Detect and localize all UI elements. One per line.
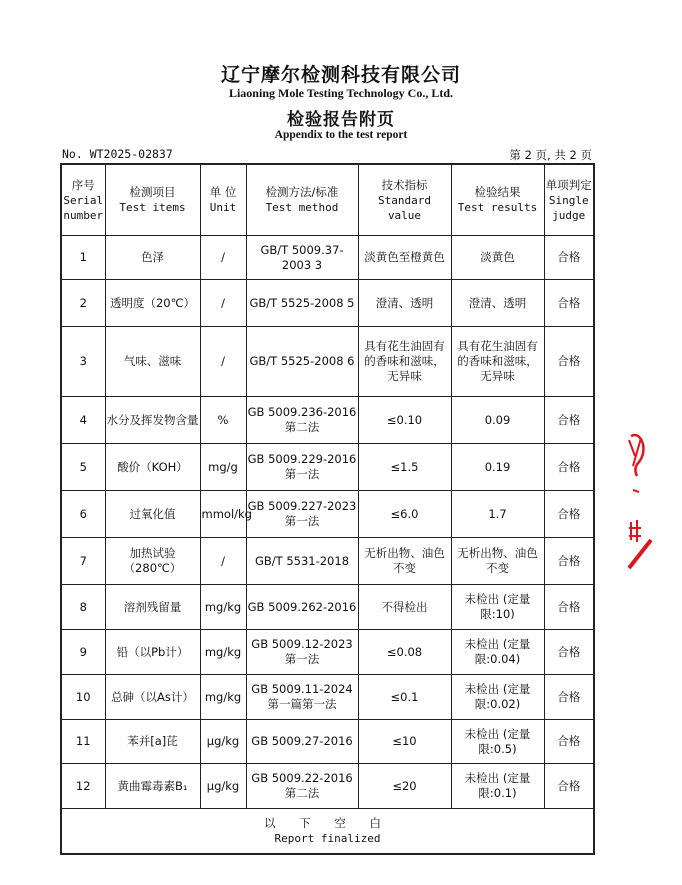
item-cell: 色泽 <box>105 236 200 280</box>
unit-cell: mmol/kg <box>200 491 246 538</box>
finalized-en: Report finalized <box>274 832 381 845</box>
result-cell: 淡黄色 <box>451 236 544 280</box>
serial-cell: 3 <box>61 327 105 397</box>
standard-cell: 淡黄色至橙黄色 <box>358 236 451 280</box>
serial-cell: 7 <box>61 538 105 585</box>
unit-cell: % <box>200 397 246 444</box>
report-finalized <box>61 809 594 855</box>
judge-cell: 合格 <box>544 491 594 538</box>
table-row <box>61 720 594 764</box>
method-cell: GB 5009.236-2016 第二法 <box>246 397 358 444</box>
result-cell: 无析出物、油色不变 <box>451 538 544 585</box>
red-seal-stamp <box>625 432 655 572</box>
judge-cell: 合格 <box>544 236 594 280</box>
finalized-cn: 以 下 空 白 <box>264 816 391 830</box>
item-cell: 黄曲霉毒素B₁ <box>105 764 200 809</box>
serial-cell: 10 <box>61 675 105 720</box>
judge-cell: 合格 <box>544 397 594 444</box>
serial-cell: 9 <box>61 630 105 675</box>
table-row <box>61 538 594 585</box>
method-cell: GB 5009.262-2016 <box>246 585 358 630</box>
table-row <box>61 491 594 538</box>
judge-cell: 合格 <box>544 764 594 809</box>
unit-cell: μg/kg <box>200 720 246 764</box>
item-cell: 水分及挥发物含量 <box>105 397 200 444</box>
table-row <box>61 236 594 280</box>
item-cell: 加热试验（280℃） <box>105 538 200 585</box>
header-method: 检测方法/标准 Test method <box>246 164 358 236</box>
item-cell: 透明度（20℃） <box>105 280 200 327</box>
judge-cell: 合格 <box>544 630 594 675</box>
standard-cell: ≤0.10 <box>358 397 451 444</box>
result-cell: 1.7 <box>451 491 544 538</box>
item-cell: 溶剂残留量 <box>105 585 200 630</box>
serial-cell: 4 <box>61 397 105 444</box>
company-name-en: Liaoning Mole Testing Technology Co., Ltd. <box>228 86 454 100</box>
standard-cell: 不得检出 <box>358 585 451 630</box>
result-cell: 未检出 (定量限:10) <box>451 585 544 630</box>
table-row <box>61 675 594 720</box>
unit-cell: μg/kg <box>200 764 246 809</box>
item-cell: 铅（以Pb计） <box>105 630 200 675</box>
standard-cell: ≤10 <box>358 720 451 764</box>
unit-cell: mg/kg <box>200 585 246 630</box>
method-cell: GB 5009.227-2023 第一法 <box>246 491 358 538</box>
header-item: 检测项目 Test items <box>105 164 200 236</box>
serial-cell: 5 <box>61 444 105 491</box>
result-cell: 未检出 (定量限:0.5) <box>451 720 544 764</box>
standard-cell: ≤6.0 <box>358 491 451 538</box>
table-row <box>61 764 594 809</box>
unit-cell: / <box>200 236 246 280</box>
judge-cell: 合格 <box>544 444 594 491</box>
standard-cell: 具有花生油固有的香味和滋味，无异味 <box>358 327 451 397</box>
serial-cell: 2 <box>61 280 105 327</box>
report-title-en: Appendix to the test report <box>274 129 408 141</box>
method-cell: GB 5009.12-2023 第一法 <box>246 630 358 675</box>
unit-cell: / <box>200 280 246 327</box>
method-cell: GB 5009.229-2016 第一法 <box>246 444 358 491</box>
method-cell: GB 5009.22-2016 第二法 <box>246 764 358 809</box>
item-cell: 酸价（KOH） <box>105 444 200 491</box>
serial-cell: 1 <box>61 236 105 280</box>
table-row <box>61 630 594 675</box>
table-row <box>61 280 594 327</box>
header-unit: 单 位 Unit <box>200 164 246 236</box>
unit-cell: mg/g <box>200 444 246 491</box>
standard-cell: 无析出物、油色不变 <box>358 538 451 585</box>
result-cell: 未检出 (定量限:0.02) <box>451 675 544 720</box>
method-cell: GB 5009.27-2016 <box>246 720 358 764</box>
serial-cell: 11 <box>61 720 105 764</box>
header-judge: 单项判定 Single judge <box>544 164 594 236</box>
table-row <box>61 397 594 444</box>
serial-cell: 8 <box>61 585 105 630</box>
judge-cell: 合格 <box>544 675 594 720</box>
table-row <box>61 585 594 630</box>
item-cell: 气味、滋味 <box>105 327 200 397</box>
unit-cell: / <box>200 327 246 397</box>
header-standard: 技术指标 Standard value <box>358 164 451 236</box>
result-cell: 具有花生油固有的香味和滋味，无异味 <box>451 327 544 397</box>
table-row <box>61 327 594 397</box>
method-cell: GB/T 5531-2018 <box>246 538 358 585</box>
result-cell: 澄清、透明 <box>451 280 544 327</box>
judge-cell: 合格 <box>544 720 594 764</box>
standard-cell: ≤0.08 <box>358 630 451 675</box>
result-cell: 未检出 (定量限:0.04) <box>451 630 544 675</box>
header-result: 检验结果 Test results <box>451 164 544 236</box>
method-cell: GB 5009.11-2024 第一篇第一法 <box>246 675 358 720</box>
report-number: No. WT2025-02837 <box>62 147 173 161</box>
standard-cell: 澄清、透明 <box>358 280 451 327</box>
judge-cell: 合格 <box>544 585 594 630</box>
page-indicator: 第 2 页, 共 2 页 <box>509 148 592 162</box>
results-table <box>60 163 595 855</box>
item-cell: 总砷（以As计） <box>105 675 200 720</box>
judge-cell: 合格 <box>544 538 594 585</box>
judge-cell: 合格 <box>544 280 594 327</box>
company-name-cn: 辽宁摩尔检测科技有限公司 <box>220 64 461 86</box>
footer-row <box>61 809 594 855</box>
result-cell: 0.19 <box>451 444 544 491</box>
serial-cell: 6 <box>61 491 105 538</box>
header-serial: 序号 Serial number <box>61 164 105 236</box>
method-cell: GB/T 5009.37-2003 3 <box>246 236 358 280</box>
item-cell: 过氧化值 <box>105 491 200 538</box>
unit-cell: mg/kg <box>200 630 246 675</box>
standard-cell: ≤1.5 <box>358 444 451 491</box>
table-row <box>61 444 594 491</box>
serial-cell: 12 <box>61 764 105 809</box>
judge-cell: 合格 <box>544 327 594 397</box>
method-cell: GB/T 5525-2008 5 <box>246 280 358 327</box>
result-cell: 0.09 <box>451 397 544 444</box>
result-cell: 未检出 (定量限:0.1) <box>451 764 544 809</box>
item-cell: 苯并[a]芘 <box>105 720 200 764</box>
method-cell: GB/T 5525-2008 6 <box>246 327 358 397</box>
table-header-row <box>61 164 594 236</box>
unit-cell: mg/kg <box>200 675 246 720</box>
report-title-cn: 检验报告附页 <box>287 110 395 130</box>
unit-cell: / <box>200 538 246 585</box>
standard-cell: ≤0.1 <box>358 675 451 720</box>
standard-cell: ≤20 <box>358 764 451 809</box>
